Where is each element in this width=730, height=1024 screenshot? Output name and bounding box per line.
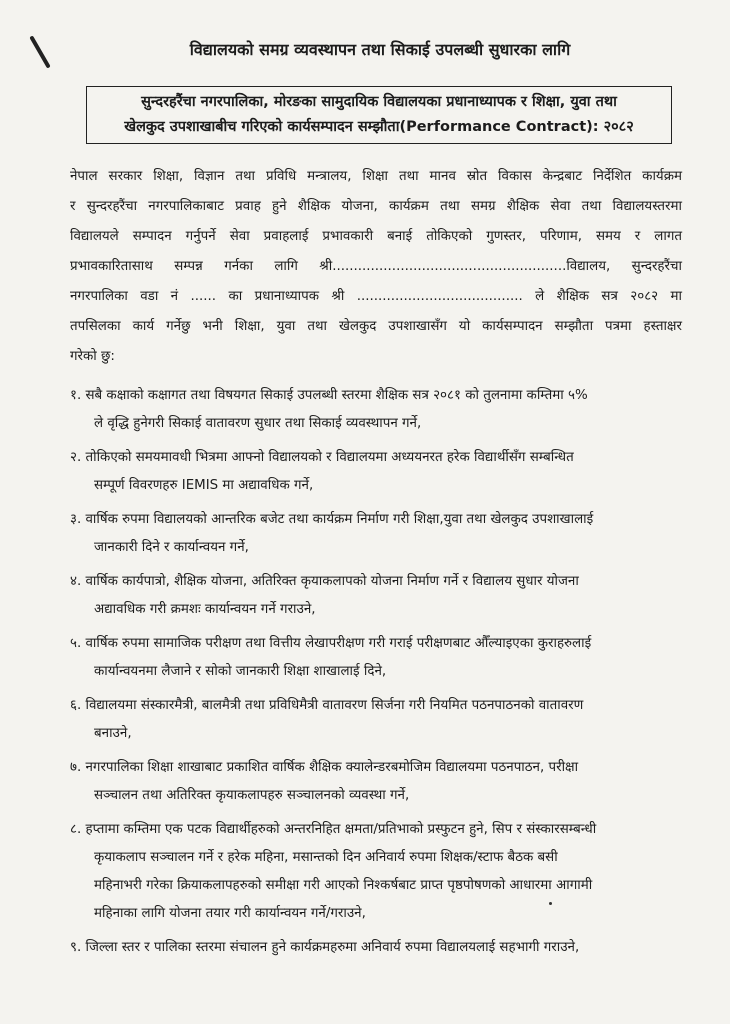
list-item-line: महिनाभरी गरेका क्रियाकलापहरुको समीक्षा गरी आएको निश्कर्षबाट प्राप्त पृष्ठपोषणको आधारमा आगामी: [94, 878, 593, 893]
list-item-line: बनाउने,: [94, 726, 132, 741]
list-item-line: ६. विद्यालयमा संस्कारमैत्री, बालमैत्री तथा प्रविधिमैत्री वातावरण सिर्जना गरी नियमित पठनपाठनको वातावरण: [70, 698, 584, 713]
list-item-line: कृयाकलाप सञ्चालन गर्ने र हरेक महिना, मसान्तको दिन अनिवार्य रुपमा शिक्षक/स्टाफ बैठक बसी: [94, 850, 558, 865]
list-item: [70, 934, 690, 962]
list-item-line: ७. नगरपालिका शिक्षा शाखाबाट प्रकाशित वार्षिक शैक्षिक क्यालेन्डरबमोजिम विद्यालयमा पठनपाठन, परीक्षा: [70, 760, 579, 775]
list-item: [70, 816, 690, 928]
intro-line: नगरपालिका वडा नं ...... का प्रधानाध्यापक श्री ....................................... ले शैक्षिक सत्र २०८२ मा: [70, 289, 682, 304]
contract-heading-line-2: खेलकुद उपशाखाबीच गरिएको कार्यसम्पादन सम्झौता(Performance Contract): २०८२: [124, 119, 634, 135]
list-item-line: २. तोकिएको समयमावधी भित्रमा आफ्नो विद्यालयको र विद्यालयमा अध्ययनरत हरेक विद्यार्थीसँग सम्बन्धित: [70, 450, 574, 465]
commitment-list: [70, 382, 690, 968]
page-title: विद्यालयको समग्र व्यवस्थापन तथा सिकाई उपलब्धी सुधारका लागि: [189, 40, 571, 59]
list-item-line: सम्पूर्ण विवरणहरु IEMIS मा अद्यावधिक गर्ने,: [94, 478, 314, 493]
contract-heading-line-1: सुन्दरहरैंचा नगरपालिका, मोरङका सामुदायिक विद्यालयका प्रधानाध्यापक र शिक्षा, युवा तथा: [141, 94, 617, 110]
list-item: [70, 444, 690, 500]
list-item: [70, 754, 690, 810]
intro-line: र सुन्दरहरैंचा नगरपालिकाबाट प्रवाह हुने शैक्षिक योजना, कार्यक्रम तथा समग्र शैक्षिक सेवा तथा विद्यालयस्तरमा: [70, 199, 682, 214]
list-item-line: ४. वार्षिक कार्यपात्रो, शैक्षिक योजना, अतिरिक्त कृयाकलापको योजना निर्माण गर्ने र विद्यालय सुधार योजना: [70, 574, 579, 589]
paper-speck: [549, 902, 552, 905]
intro-line: विद्यालयले सम्पादन गर्नुपर्ने सेवा प्रवाहलाई प्रभावकारी बनाई तोकिएको गुणस्तर, परिणाम, समय र लागत: [70, 229, 682, 244]
contract-heading-box: [86, 86, 672, 144]
intro-paragraph: [70, 162, 682, 372]
list-item-line: १. सबै कक्षाको कक्षागत तथा विषयगत सिकाई उपलब्धी स्तरमा शैक्षिक सत्र २०८१ को तुलनामा कम्तिमा ५%: [70, 388, 588, 403]
list-item-line: ९. जिल्ला स्तर र पालिका स्तरमा संचालन हुने कार्यक्रमहरुमा अनिवार्य रुपमा विद्यालयलाई सहभागी गराउने,: [70, 940, 580, 955]
intro-line: तपसिलका कार्य गर्नेछु भनी शिक्षा, युवा तथा खेलकुद उपशाखासँग यो कार्यसम्पादन सम्झौता पत्रमा हस्ताक्षर: [70, 319, 682, 334]
list-item-line: कार्यान्वयनमा लैजाने र सोको जानकारी शिक्षा शाखालाई दिने,: [94, 664, 387, 679]
intro-line: नेपाल सरकार शिक्षा, विज्ञान तथा प्रविधि मन्त्रालय, शिक्षा तथा मानव स्रोत विकास केन्द्रबाट निर्देशित कार्यक्रम: [70, 169, 682, 184]
list-item-line: जानकारी दिने र कार्यान्वयन गर्ने,: [94, 540, 249, 555]
list-item-line: ले वृद्धि हुनेगरी सिकाई वातावरण सुधार तथा सिकाई व्यवस्थापन गर्ने,: [94, 416, 422, 431]
list-item-line: ५. वार्षिक रुपमा सामाजिक परीक्षण तथा वित्तीय लेखापरीक्षण गरी गराई परीक्षणबाट औँल्याइएका कुराहरुलाई: [70, 636, 592, 651]
list-item: [70, 506, 690, 562]
list-item: [70, 630, 690, 686]
list-item: [70, 568, 690, 624]
list-item-line: अद्यावधिक गरी क्रमशः कार्यान्वयन गर्ने गराउने,: [94, 602, 316, 617]
intro-line: गरेको छु:: [70, 349, 115, 364]
list-item-line: ८. हप्तामा कम्तिमा एक पटक विद्यार्थीहरुको अन्तरनिहित क्षमता/प्रतिभाको प्रस्फुटन हुने, सिप र संस्कारसम्बन्धी: [70, 822, 597, 837]
list-item-line: सञ्चालन तथा अतिरिक्त कृयाकलापहरु सञ्चालनको व्यवस्था गर्ने,: [94, 788, 410, 803]
list-item-line: ३. वार्षिक रुपमा विद्यालयको आन्तरिक बजेट तथा कार्यक्रम निर्माण गरी शिक्षा,युवा तथा खेलकुद उपशाखालाई: [70, 512, 594, 527]
list-item-line: महिनाका लागि योजना तयार गरी कार्यान्वयन गर्ने/गराउने,: [94, 906, 366, 921]
pen-mark: [29, 35, 50, 68]
intro-line: प्रभावकारितासाथ सम्पन्न गर्नका लागि श्री.......................................................विद्यालय, सुन्दरहरैंचा: [70, 259, 682, 274]
list-item: [70, 382, 690, 438]
list-item: [70, 692, 690, 748]
